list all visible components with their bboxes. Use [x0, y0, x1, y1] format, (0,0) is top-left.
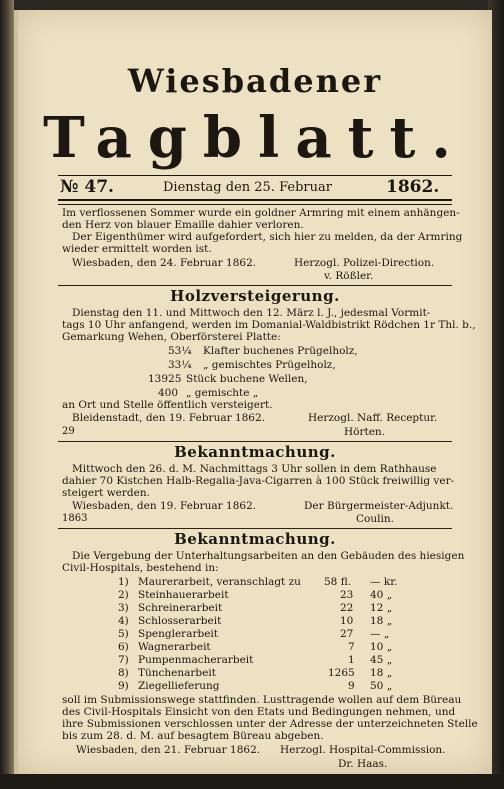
notice-separator — [58, 441, 452, 442]
notice-separator — [58, 285, 452, 286]
masthead-rule — [58, 175, 452, 176]
row-kr: — kr. — [370, 576, 398, 588]
row-number: 3) — [118, 602, 129, 614]
signature: Hörten. — [344, 426, 386, 438]
authority: Herzogl. Polizei-Direction. — [294, 257, 435, 269]
masthead-line1: Wiesbadener — [127, 62, 383, 100]
notice-line: des Civil-Hospitals Einsicht von den Etats und Bedingungen nehmen, und — [62, 706, 456, 718]
row-fl: 10 — [340, 615, 354, 627]
notice-line: Im verflossenen Sommer wurde ein goldner Armring mit einem anhängen- — [62, 207, 460, 219]
row-number: 7) — [118, 654, 129, 666]
notice-line: den Herz von blauer Emaille dahier verloren. — [62, 219, 304, 231]
row-work: Maurerarbeit, veranschlagt zu — [138, 576, 301, 588]
row-number: 2) — [118, 589, 129, 601]
row-fl: 9 — [348, 680, 355, 692]
row-fl: 1265 — [328, 667, 355, 679]
item-qty: 400 — [158, 387, 179, 399]
notice-number: 29 — [62, 426, 75, 437]
notice-line: Dienstag den 11. und Mittwoch den 12. März l. J., jedesmal Vormit- — [72, 307, 431, 319]
row-fl: 58 fl. — [324, 576, 352, 588]
notice-separator — [58, 528, 452, 529]
row-fl: 27 — [340, 628, 354, 640]
row-work: Pumpenmacherarbeit — [138, 654, 254, 666]
row-kr: 18 „ — [370, 615, 393, 627]
issue-year: 1862. — [386, 177, 440, 197]
notice-title: Holzversteigerung. — [170, 287, 340, 305]
notice-number: 1863 — [62, 513, 88, 524]
signature: Coulin. — [356, 513, 394, 525]
row-work: Steinhauerarbeit — [138, 589, 229, 601]
notice-line: Civil-Hospitals, bestehend in: — [62, 562, 219, 574]
row-kr: 12 „ — [370, 602, 393, 614]
row-number: 5) — [118, 628, 129, 640]
authority: Der Bürgermeister-Adjunkt. — [304, 500, 454, 512]
notice-line: Mittwoch den 26. d. M. Nachmittags 3 Uhr sollen in dem Rathhause — [72, 463, 437, 475]
row-number: 6) — [118, 641, 129, 653]
item-qty: 33¼ — [168, 359, 192, 371]
book-spine — [0, 0, 14, 789]
notice-line: bis zum 28. d. M. auf besagtem Büreau abgeben. — [62, 730, 324, 742]
row-work: Ziegellieferung — [138, 680, 220, 692]
item-qty: 53¼ — [168, 345, 192, 357]
row-work: Spenglerarbeit — [138, 628, 218, 640]
issue-rule — [58, 199, 452, 205]
row-number: 4) — [118, 615, 129, 627]
row-kr: 45 „ — [370, 654, 393, 666]
place-date: Wiesbaden, den 19. Februar 1862. — [72, 500, 257, 512]
issue-date: Dienstag den 25. Februar — [163, 180, 332, 195]
row-work: Wagnerarbeit — [138, 641, 211, 653]
notice-line: soll im Submissionswege stattfinden. Lusttragende wollen auf dem Büreau — [62, 694, 462, 706]
row-number: 1) — [118, 576, 129, 588]
row-fl: 23 — [340, 589, 354, 601]
row-work: Schlosserarbeit — [138, 615, 222, 627]
row-kr: 10 „ — [370, 641, 393, 653]
notice-title: Bekanntmachung. — [174, 443, 336, 461]
row-kr: 40 „ — [370, 589, 393, 601]
notice-line: wieder ermittelt worden ist. — [62, 243, 212, 255]
notice-line: ihre Submissionen verschlossen unter der Adresse der unterzeichneten Stelle — [62, 718, 478, 730]
row-work: Tünchenarbeit — [138, 667, 216, 679]
authority: Herzogl. Hospital-Commission. — [280, 744, 446, 756]
item-desc: „ gemischte „ — [186, 387, 259, 399]
authority: Herzogl. Naff. Receptur. — [308, 412, 438, 424]
notice-line: an Ort und Stelle öffentlich versteigert. — [62, 399, 273, 411]
item-desc: „ gemischtes Prügelholz, — [203, 359, 336, 371]
row-kr: 18 „ — [370, 667, 393, 679]
issue-number: № 47. — [60, 177, 114, 197]
row-kr: 50 „ — [370, 680, 393, 692]
newspaper-page — [14, 10, 492, 774]
row-fl: 22 — [340, 602, 354, 614]
row-fl: 7 — [348, 641, 355, 653]
row-fl: 1 — [348, 654, 355, 666]
notice-line: Die Vergebung der Unterhaltungsarbeiten an den Gebäuden des hiesigen — [72, 550, 465, 562]
signature: Dr. Haas. — [338, 758, 388, 770]
place-date: Bleidenstadt, den 19. Februar 1862. — [72, 412, 266, 424]
notice-line: tags 10 Uhr anfangend, werden im Domanial-Waldbistrikt Rödchen 1r Thl. b., — [62, 319, 476, 331]
signature: v. Rößler. — [324, 270, 374, 282]
page-edge-bottom — [0, 774, 504, 789]
notice-line: dahier 70 Kistchen Halb-Regalia-Java-Cigarren à 100 Stück freiwillig ver- — [62, 475, 455, 487]
notice-line: Der Eigenthümer wird aufgefordert, sich hier zu melden, da der Armring — [72, 231, 463, 243]
notice-line: steigert werden. — [62, 487, 150, 499]
row-number: 9) — [118, 680, 129, 692]
item-desc: Klafter buchenes Prügelholz, — [203, 345, 358, 357]
masthead-title: Tagblatt. — [43, 105, 467, 171]
row-number: 8) — [118, 667, 129, 679]
notice-line: Gemarkung Wehen, Oberförsterei Platte: — [62, 331, 281, 343]
place-date: Wiesbaden, den 21. Februar 1862. — [76, 744, 261, 756]
item-qty: 13925 — [148, 373, 182, 385]
row-kr: — „ — [370, 628, 390, 640]
item-desc: Stück buchene Wellen, — [186, 373, 308, 385]
row-work: Schreinerarbeit — [138, 602, 223, 614]
notice-title: Bekanntmachung. — [174, 530, 336, 548]
place-date: Wiesbaden, den 24. Februar 1862. — [72, 257, 257, 269]
